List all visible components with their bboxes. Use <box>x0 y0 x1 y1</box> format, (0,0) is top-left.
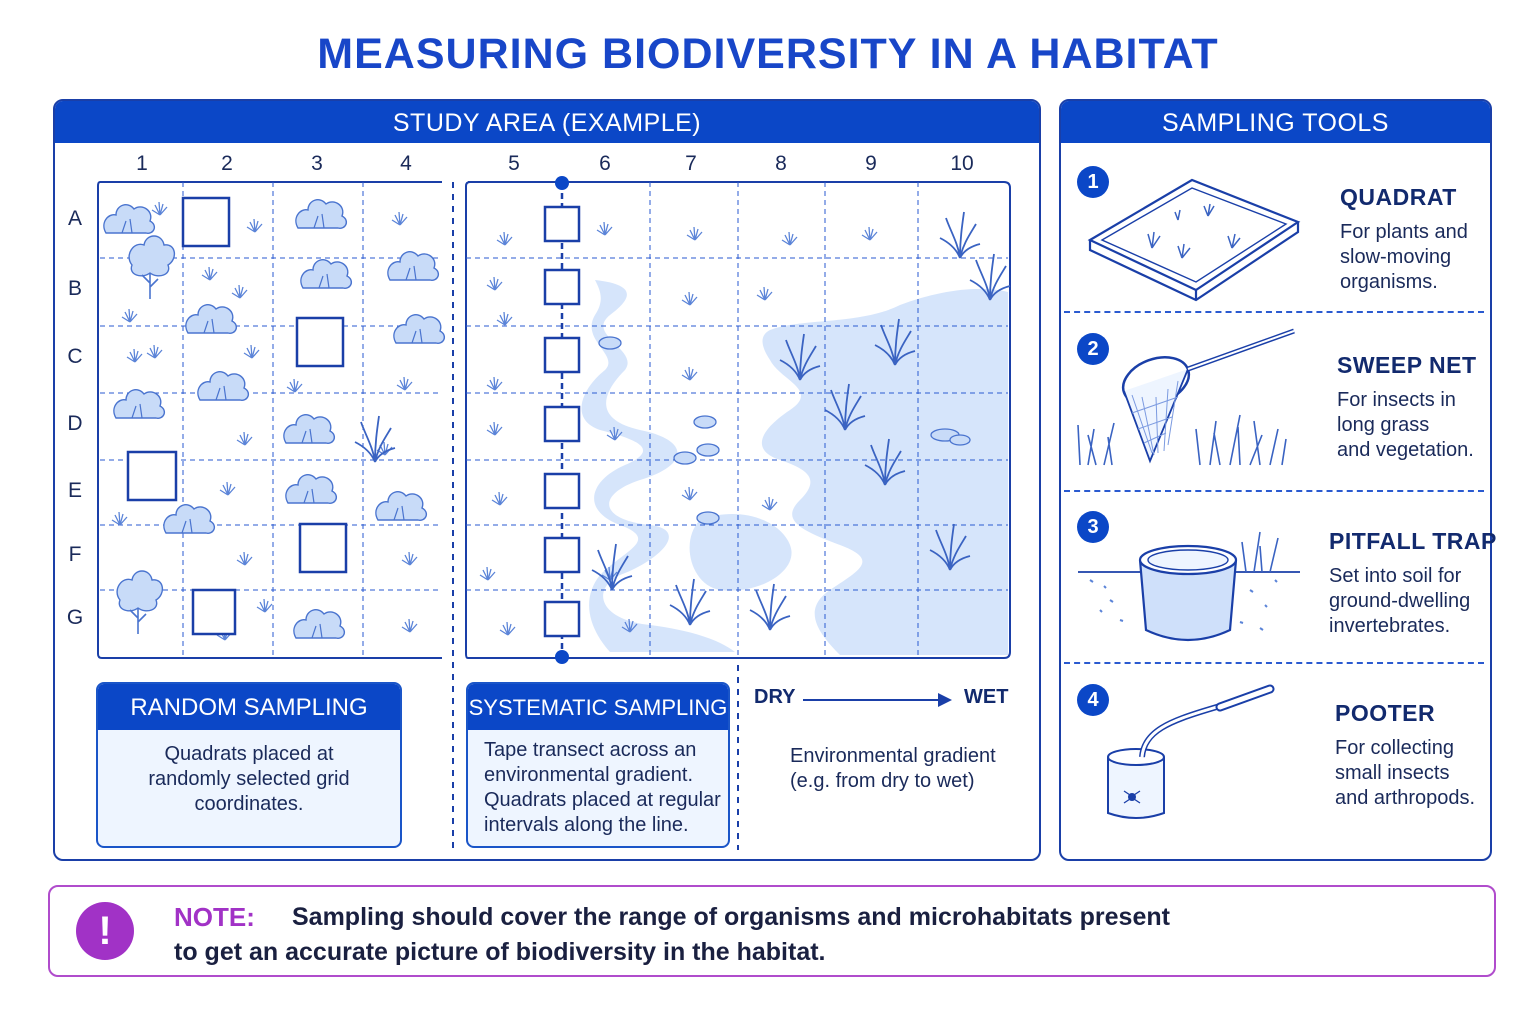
column-label-10: 10 <box>950 152 974 175</box>
sampling-tools-header: SAMPLING TOOLS <box>1061 101 1490 143</box>
tool-description-line: invertebrates. <box>1329 615 1451 637</box>
column-label-8: 8 <box>775 152 787 175</box>
tool-number-3: 3 <box>1077 511 1109 543</box>
tool-description-pitfall-trap <box>1329 564 1489 639</box>
tool-description-line: slow-moving <box>1340 246 1452 268</box>
row-label-a: A <box>67 207 82 230</box>
exclamation-icon: ! <box>76 902 134 960</box>
study-area-header: STUDY AREA (EXAMPLE) <box>55 101 1039 143</box>
column-label-2: 2 <box>221 152 233 175</box>
random-sampling-box <box>96 682 402 848</box>
note-text-line-1: Sampling should cover the range of organisms and microhabitats present <box>292 903 1170 931</box>
random-sampling-line: Quadrats placed at <box>164 743 334 765</box>
gradient-wet-label: WET <box>964 686 1009 708</box>
tool-description-line: For insects in <box>1337 389 1456 411</box>
column-label-9: 9 <box>865 152 877 175</box>
row-label-c: C <box>67 345 83 368</box>
tool-description-line: ground-dwelling <box>1329 590 1471 612</box>
systematic-sampling-line: environmental gradient. <box>484 764 694 786</box>
column-label-4: 4 <box>400 152 412 175</box>
tool-description-line: small insects <box>1335 762 1450 784</box>
row-label-d: D <box>67 412 83 435</box>
column-label-3: 3 <box>311 152 323 175</box>
tool-description-line: long grass <box>1337 414 1430 436</box>
tool-description-pooter <box>1335 736 1495 811</box>
tool-description-line: organisms. <box>1340 271 1438 293</box>
tool-number-4: 4 <box>1077 684 1109 716</box>
tool-description-line: and vegetation. <box>1337 439 1474 461</box>
tool-name-pitfall-trap: PITFALL TRAP <box>1329 528 1497 554</box>
random-sampling-line: coordinates. <box>194 793 304 815</box>
systematic-sampling-box <box>466 682 730 848</box>
row-label-f: F <box>68 543 82 566</box>
gradient-caption-line: (e.g. from dry to wet) <box>790 770 975 792</box>
gradient-caption-line: Environmental gradient <box>790 745 996 767</box>
systematic-sampling-line: Tape transect across an <box>484 739 697 761</box>
column-label-5: 5 <box>508 152 520 175</box>
tool-description-quadrat <box>1340 220 1500 295</box>
random-sampling-line: randomly selected grid <box>148 768 350 790</box>
tool-description-sweep-net <box>1337 388 1497 463</box>
tool-name-quadrat: QUADRAT <box>1340 184 1457 210</box>
column-label-6: 6 <box>599 152 611 175</box>
note-text-line-2: to get an accurate picture of biodiversity in the habitat. <box>174 938 826 966</box>
pitfall-trap-icon <box>1078 532 1300 640</box>
column-label-7: 7 <box>685 152 697 175</box>
tool-name-pooter: POOTER <box>1335 700 1436 726</box>
tool-description-line: For plants and <box>1340 221 1468 243</box>
sweep-net-icon <box>1078 331 1294 465</box>
row-label-g: G <box>66 606 84 629</box>
systematic-sampling-line: Quadrats placed at regular <box>484 789 721 811</box>
gradient-caption <box>790 744 996 794</box>
row-label-e: E <box>67 479 82 502</box>
note-label: NOTE: <box>174 902 255 932</box>
tool-number-1: 1 <box>1077 166 1109 198</box>
tool-description-line: Set into soil for <box>1329 565 1462 587</box>
sampling-tool-icons <box>1060 140 1320 840</box>
tool-description-line: For collecting <box>1335 737 1454 759</box>
tool-description-line: and arthropods. <box>1335 787 1476 809</box>
pooter-icon <box>1108 689 1270 818</box>
gradient-dry-label: DRY <box>754 686 796 708</box>
tool-name-sweep-net: SWEEP NET <box>1337 352 1477 378</box>
random-sampling-title: RANDOM SAMPLING <box>98 684 400 730</box>
systematic-sampling-line: intervals along the line. <box>484 814 689 836</box>
column-label-1: 1 <box>136 152 148 175</box>
tool-number-2: 2 <box>1077 333 1109 365</box>
page-title: MEASURING BIODIVERSITY IN A HABITAT <box>317 30 1219 78</box>
quadrat-icon <box>1090 180 1298 300</box>
systematic-sampling-title: SYSTEMATIC SAMPLING <box>468 684 728 730</box>
row-label-b: B <box>67 277 82 300</box>
